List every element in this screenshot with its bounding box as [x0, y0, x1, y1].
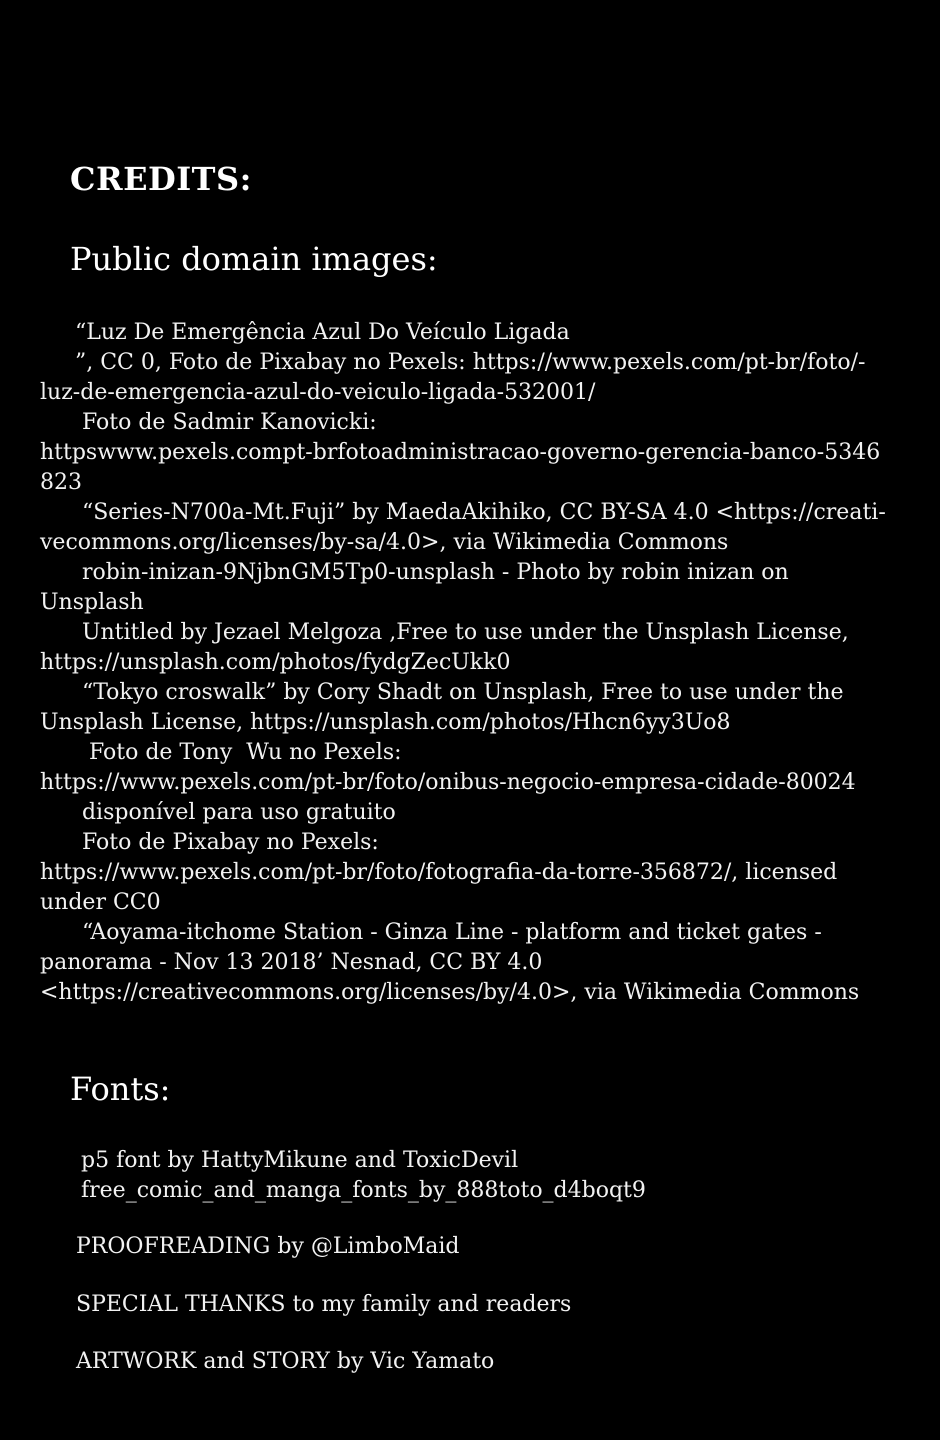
credit-line: ”, CC 0, Foto de Pixabay no Pexels: https://www.pexels.com/pt-br/foto/- [40, 350, 866, 375]
credit-line: “Luz De Emergência Azul Do Veículo Ligada [40, 320, 570, 345]
special-thanks: SPECIAL THANKS to my family and readers [76, 1292, 572, 1317]
credit-line: robin-inizan-9NjbnGM5Tp0-unsplash - Photo by robin inizan on [40, 560, 789, 585]
credit-line: https://www.pexels.com/pt-br/foto/onibus-negocio-empresa-cidade-80024 [40, 770, 856, 795]
credit-line: Foto de Sadmir Kanovicki: [40, 410, 377, 435]
credit-line: “Tokyo croswalk” by Cory Shadt on Unsplash, Free to use under the [40, 680, 844, 705]
artwork-credit: ARTWORK and STORY by Vic Yamato [76, 1349, 495, 1374]
credit-line: Unsplash License, https://unsplash.com/photos/Hhcn6yy3Uo8 [40, 710, 731, 735]
credit-line: Foto de Pixabay no Pexels: [40, 830, 379, 855]
font-credit-line: p5 font by HattyMikune and ToxicDevil [81, 1148, 519, 1173]
font-credit-line: free_comic_and_manga_fonts_by_888toto_d4boqt9 [81, 1178, 646, 1203]
proofreading-credit: PROOFREADING by @LimboMaid [76, 1234, 460, 1259]
credit-line: Unsplash [40, 590, 144, 615]
credit-line: luz-de-emergencia-azul-do-veiculo-ligada-532001/ [40, 380, 596, 405]
credit-line: Foto de Tony Wu no Pexels: [40, 740, 402, 765]
credit-line: under CC0 [40, 890, 161, 915]
credit-line: “Series-N700a-Mt.Fuji” by MaedaAkihiko, CC BY-SA 4.0 <https://creati- [40, 500, 886, 525]
credit-line: https://www.pexels.com/pt-br/foto/fotografia-da-torre-356872/, licensed [40, 860, 838, 885]
credit-line: 823 [40, 470, 82, 495]
credit-line: httpswww.pexels.compt-brfotoadministracao-governo-gerencia-banco-5346 [40, 440, 881, 465]
credit-line: “Aoyama-itchome Station - Ginza Line - platform and ticket gates - [40, 920, 822, 945]
credit-line: https://unsplash.com/photos/fydgZecUkk0 [40, 650, 511, 675]
credits-title: CREDITS: [70, 160, 252, 198]
credit-line: vecommons.org/licenses/by-sa/4.0>, via Wikimedia Commons [40, 530, 729, 555]
images-heading: Public domain images: [70, 240, 438, 278]
credit-line: Untitled by Jezael Melgoza ,Free to use under the Unsplash License, [40, 620, 849, 645]
credit-line: <https://creativecommons.org/licenses/by/4.0>, via Wikimedia Commons [40, 980, 860, 1005]
credit-line: disponível para uso gratuito [40, 800, 396, 825]
fonts-heading: Fonts: [70, 1070, 171, 1108]
credit-line: panorama - Nov 13 2018’ Nesnad, CC BY 4.0 [40, 950, 543, 975]
